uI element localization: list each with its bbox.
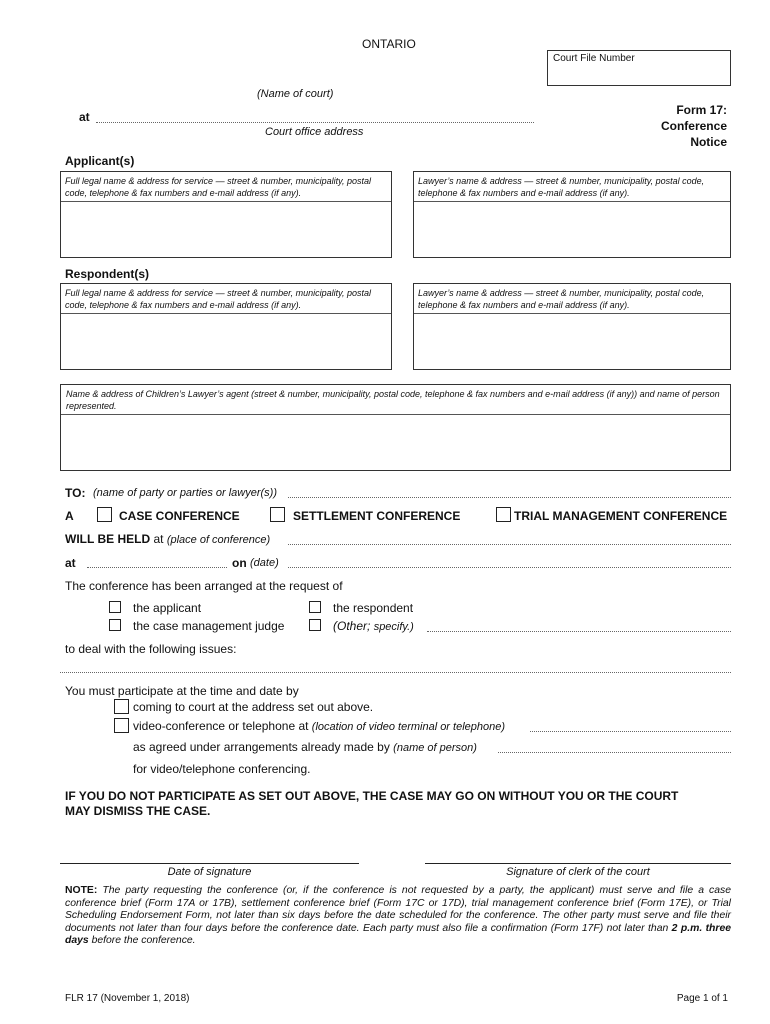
- participate-intro: You must participate at the time and date by: [65, 684, 299, 698]
- note-paragraph: [65, 885, 731, 948]
- date-signature-line[interactable]: [60, 863, 359, 864]
- arranged-text: The conference has been arranged at the request of: [65, 579, 343, 593]
- other-option: [333, 619, 414, 633]
- divider: [414, 313, 730, 314]
- case-conference-label: CASE CONFERENCE: [119, 509, 240, 523]
- warning-line-2: MAY DISMISS THE CASE.: [65, 804, 211, 818]
- will-be-held-label: WILL BE HELD: [65, 532, 151, 546]
- respondent-option: the respondent: [333, 601, 414, 615]
- date-line[interactable]: [288, 567, 731, 568]
- person-hint: (name of person): [393, 742, 477, 754]
- form-title-line-1: Conference: [660, 119, 727, 133]
- childrens-lawyer-box[interactable]: [60, 384, 731, 471]
- form-number: Form 17:: [676, 103, 727, 117]
- video-location-line[interactable]: [530, 731, 731, 732]
- applicant-option: the applicant: [133, 601, 202, 615]
- video-checkbox[interactable]: [114, 718, 129, 733]
- applicants-heading: Applicant(s): [65, 154, 135, 168]
- respondent-lawyer-box[interactable]: [413, 283, 731, 370]
- childrens-lawyer-instructions: Name & address of Children’s Lawyer’s agent (street & number, municipality, postal code, telephone & fax numbers and e-mail address (if any)) and name of person represented.: [66, 389, 720, 411]
- time-line[interactable]: [87, 567, 227, 568]
- province-heading: ONTARIO: [362, 37, 416, 51]
- warning-line-1: IF YOU DO NOT PARTICIPATE AS SET OUT ABOVE, THE CASE MAY GO ON WITHOUT YOU OR THE COURT: [65, 789, 679, 803]
- case-conference-checkbox[interactable]: [97, 507, 112, 522]
- place-hint: (place of conference): [166, 534, 271, 546]
- settlement-conference-label: SETTLEMENT CONFERENCE: [293, 509, 461, 523]
- to-line[interactable]: [288, 497, 731, 498]
- note-text-2: before the conference.: [91, 935, 196, 946]
- respondent-checkbox[interactable]: [309, 601, 321, 613]
- video-hint: (location of video terminal or telephone): [311, 721, 506, 733]
- name-of-court-label: (Name of court): [257, 88, 334, 100]
- on-label: on: [232, 556, 247, 570]
- video-row: [133, 719, 505, 733]
- specify-label: specify.): [373, 621, 414, 633]
- clerk-signature-line[interactable]: [425, 863, 731, 864]
- court-office-address-label: Court office address: [265, 126, 364, 138]
- clerk-signature-label: Signature of clerk of the court: [506, 866, 650, 878]
- applicant-checkbox[interactable]: [109, 601, 121, 613]
- issues-text: to deal with the following issues:: [65, 642, 237, 656]
- applicant-instructions: Full legal name & address for service — street & number, municipality, postal code, telephone & fax numbers and e-mail address (if any).: [65, 176, 371, 198]
- form-title-line-2: Notice: [690, 135, 727, 149]
- settlement-conference-checkbox[interactable]: [270, 507, 285, 522]
- divider: [61, 201, 391, 202]
- to-hint: (name of party or parties or lawyer(s)): [93, 487, 277, 499]
- page-number: Page 1 of 1: [676, 993, 728, 1004]
- for-video-label: for video/telephone conferencing.: [133, 762, 311, 776]
- court-office-address-line[interactable]: [96, 122, 534, 123]
- judge-checkbox[interactable]: [109, 619, 121, 631]
- respondent-lawyer-instructions: Lawyer’s name & address — street & number, municipality, postal code, telephone & fax numbers and e-mail address (if any).: [418, 288, 705, 310]
- divider: [61, 414, 730, 415]
- court-file-number-field[interactable]: [547, 50, 731, 86]
- place-line[interactable]: [288, 544, 731, 545]
- applicant-info-box[interactable]: [60, 171, 392, 258]
- person-line[interactable]: [498, 752, 731, 753]
- applicant-lawyer-box[interactable]: [413, 171, 731, 258]
- respondent-info-box[interactable]: [60, 283, 392, 370]
- at-word: at: [153, 532, 164, 546]
- a-label: A: [65, 509, 74, 523]
- divider: [414, 201, 730, 202]
- will-be-held-row: [65, 532, 270, 546]
- divider: [61, 313, 391, 314]
- to-label: TO:: [65, 486, 86, 500]
- court-attendance-label: coming to court at the address set out above.: [133, 700, 374, 714]
- date-signature-label: Date of signature: [167, 866, 252, 878]
- date-hint: (date): [250, 557, 279, 569]
- note-label: NOTE:: [65, 885, 98, 896]
- warning: [65, 789, 678, 819]
- as-agreed-row: [133, 740, 477, 754]
- other-checkbox[interactable]: [309, 619, 321, 631]
- time-at-label: at: [65, 556, 76, 570]
- respondent-instructions: Full legal name & address for service — street & number, municipality, postal code, telephone & fax numbers and e-mail address (if any).: [65, 288, 371, 310]
- issues-line[interactable]: [60, 672, 731, 673]
- trial-management-label: TRIAL MANAGEMENT CONFERENCE: [514, 509, 728, 523]
- video-label: video-conference or telephone at: [133, 719, 309, 733]
- at-label: at: [79, 110, 90, 124]
- form-id: FLR 17 (November 1, 2018): [65, 993, 190, 1004]
- judge-option: the case management judge: [133, 619, 285, 633]
- note-bold-time: 2 p.m. three days: [65, 922, 732, 946]
- note-text-1: The party requesting the conference (or, if the conference is not requested by a party, the applicant) must serve and file a case conference brief (Form 17A or 17B), settlement conference brief (Form 17C or 17D), trial management conference brief (Form 17E), or Trial Scheduling Endorsement Form, not later than six days before the date scheduled for the conference. The other party must serve and file their documents not later than four days before the conference date. Each party must also file a confirmation (Form 17F) not later than: [65, 885, 731, 934]
- court-file-number-label: Court File Number: [553, 53, 635, 64]
- applicant-lawyer-instructions: Lawyer’s name & address — street & number, municipality, postal code, telephone & fax numbers and e-mail address (if any).: [418, 176, 705, 198]
- other-line[interactable]: [427, 631, 731, 632]
- other-label: (Other;: [333, 619, 371, 633]
- as-agreed-label: as agreed under arrangements already made by: [133, 740, 390, 754]
- court-attendance-checkbox[interactable]: [114, 699, 129, 714]
- respondents-heading: Respondent(s): [65, 267, 149, 281]
- form-title: [661, 102, 727, 150]
- trial-management-checkbox[interactable]: [496, 507, 511, 522]
